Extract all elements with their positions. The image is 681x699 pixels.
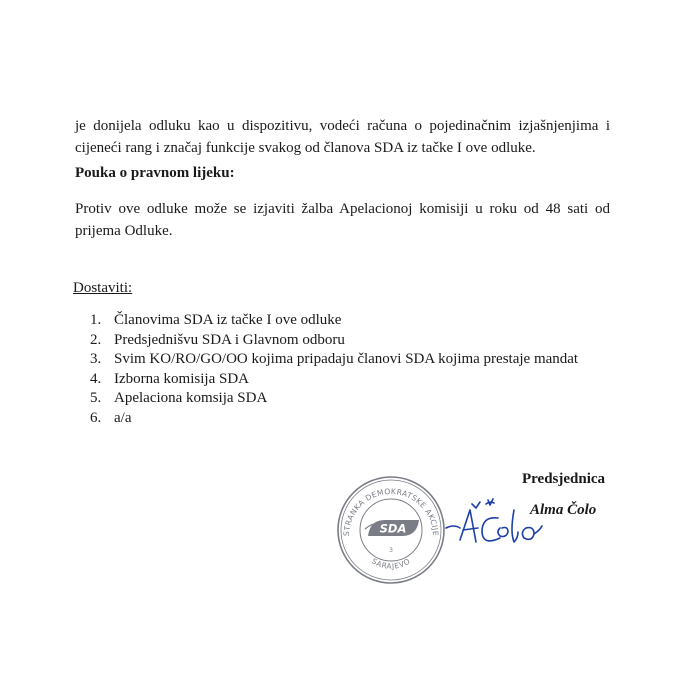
paragraph-line: Protiv ove odluke može se izjaviti žalba Apelacionoj komisiji u roku od 48 sati od — [75, 201, 610, 217]
decision-paragraph — [75, 115, 610, 159]
handwritten-signature — [438, 498, 558, 556]
party-stamp — [335, 474, 447, 586]
appeal-paragraph — [75, 198, 610, 242]
legal-remedy-heading: Pouka o pravnom lijeku: — [75, 165, 235, 181]
stamp-arc-text: STRANKA DEMOKRATSKE AKCIJE — [341, 486, 441, 537]
list-item: 4. Izborna komisija SDA — [90, 370, 249, 387]
list-item: 2. Predsjednišvu SDA i Glavnom odboru — [90, 331, 345, 348]
stamp-number: 3 — [389, 547, 393, 554]
paragraph-line: prijema Odluke. — [75, 223, 173, 239]
paragraph-line: je donijela odluku kao u dispozitivu, vodeći računa o pojedinačnim izjašnjenjima i — [75, 118, 610, 134]
list-item: 6. a/a — [90, 409, 132, 426]
svg-text:SDA: SDA — [379, 521, 407, 536]
paragraph-line: cijeneći rang i značaj funkcije svakog od članova SDA iz tačke I ove odluke. — [75, 140, 536, 156]
list-item: 1. Članovima SDA iz tačke I ove odluke — [90, 312, 342, 328]
stamp-city-text: SARAJEVO — [370, 556, 412, 571]
list-item: 3. Svim KO/RO/GO/OO kojima pripadaju članovi SDA kojima prestaje mandat — [90, 351, 579, 367]
signatory-title: Predsjednica — [522, 471, 606, 487]
list-item: 5. Apelaciona komsija SDA — [90, 390, 268, 406]
sda-logo-icon — [365, 520, 419, 536]
delivery-list — [90, 311, 578, 428]
signatory-name: Alma Čolo — [530, 502, 597, 518]
delivery-label: Dostaviti: — [73, 280, 133, 296]
